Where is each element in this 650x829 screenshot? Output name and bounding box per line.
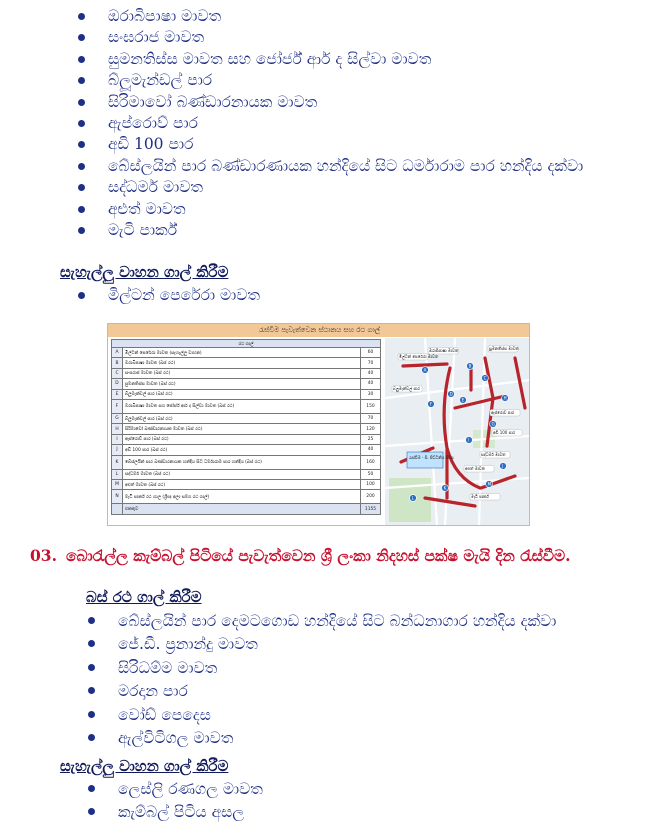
bullet-icon <box>88 687 95 694</box>
list-item <box>118 778 263 801</box>
list-item-text: අඩි 100 පාර <box>108 135 194 154</box>
table-header: රථ ගාල් <box>112 340 381 348</box>
table-cell-name: බේස්ලයින් පාර බණ්ඩාරනායක හන්දිය සිට ධර්මාරාම පාර හන්දිය (බස් රථ) <box>123 455 361 469</box>
list-item-text: ඔරාබිපාෂා මාවත <box>108 7 222 25</box>
bullet-icon <box>78 227 85 234</box>
table-cell-idx: B <box>112 358 123 368</box>
list-item <box>108 113 583 134</box>
section-heading <box>30 546 571 566</box>
table-cell-idx: F <box>112 399 123 413</box>
table-cell-idx: M <box>112 479 123 489</box>
table-cell-name: අඩි 100 පාර (බස් රථ) <box>123 445 361 455</box>
map-marker-letter: H <box>503 395 507 401</box>
bullet-icon <box>88 808 95 815</box>
list-item-text: කැම්බල් පිටිය අසල <box>118 803 245 822</box>
list-item <box>108 285 260 306</box>
table-row <box>112 434 381 444</box>
table-total-value: 1155 <box>361 504 381 515</box>
map-marker-letter: M <box>487 481 492 487</box>
table-total-row <box>112 504 381 515</box>
list-item-text: ලෙස්ලි රණගල මාවත <box>118 780 263 798</box>
parking-map-figure <box>107 323 530 526</box>
list-item <box>118 727 556 750</box>
bullet-icon <box>78 141 85 148</box>
light-vehicle-list-2 <box>118 778 263 825</box>
list-item <box>118 680 556 703</box>
list-item <box>108 199 583 220</box>
bullet-icon <box>88 640 95 647</box>
table-cell-name: අළුත් මාවත (බස් රථ) <box>123 479 361 489</box>
table-cell-name: මැටි පාර්ක් රථ ගාල (ශ්‍රීඥ අලා සමග රථ ගාල්) <box>123 490 361 504</box>
list-item <box>108 49 583 70</box>
list-item <box>118 801 263 824</box>
bus-parking-list-1 <box>108 6 583 241</box>
bullet-icon <box>88 617 95 624</box>
bullet-icon <box>88 785 95 792</box>
map-marker-letter: K <box>443 485 447 491</box>
list-item-text: සද්ධර්ම මාවත <box>108 178 203 197</box>
list-item <box>118 704 556 727</box>
table-cell-len: 25 <box>361 434 381 444</box>
table-row <box>112 455 381 469</box>
list-item-text: මිල්ටන් පෙරේරා මාවත <box>108 286 260 304</box>
light-vehicle-parking-heading-1: සැහැල්ලු වාහන ගාල් කිරීම <box>60 263 229 281</box>
map-label: අඩි 100 පාර <box>493 430 516 435</box>
table-row <box>112 413 381 423</box>
table-cell-name: බ්ලූමැන්ඩල් පාර (බස් රථ) <box>123 413 361 423</box>
map-label: බ්ලූමැන්ඩල් පාර <box>393 386 420 391</box>
table-cell-len: 40 <box>361 379 381 389</box>
map-marker-letter: I <box>467 437 469 443</box>
list-item-text: බ්ලූමැන්ඩල් පාර <box>108 71 213 90</box>
light-vehicle-list-1 <box>108 285 260 306</box>
map-marker-letter: F <box>429 401 432 407</box>
table-cell-idx: I <box>112 434 123 444</box>
bullet-icon <box>88 734 95 741</box>
table-cell-name: මිල්ටන් පෙරේරා මාවත (සැහැල්ලු වාහන) <box>123 348 361 358</box>
bus-parking-list-2 <box>118 610 556 750</box>
list-item <box>118 633 556 656</box>
table-cell-name: සද්ධර්ම මාවත (බස් රථ) <box>123 469 361 479</box>
table-cell-name: සංඝරාජ මාවත (බස් රථ) <box>123 368 361 378</box>
table-cell-name: ඔරාබිපාෂා මාවත (බස් රථ) <box>123 358 361 368</box>
table-cell-len: 70 <box>361 413 381 423</box>
map-marker-letter: L <box>411 495 414 501</box>
bullet-icon <box>78 292 85 299</box>
list-item-text: සිරිධම්ම මාවත <box>118 658 218 677</box>
map-label: ඇප්රොව් පාර <box>491 410 515 415</box>
table-row <box>112 358 381 368</box>
list-item <box>108 92 583 113</box>
table-cell-idx: C <box>112 368 123 378</box>
list-item-text: සිරිමාවෝ බණ්ඩාරනායක මාවත <box>108 92 318 111</box>
list-item <box>108 220 583 241</box>
bullet-icon <box>78 206 85 213</box>
bullet-icon <box>78 34 85 41</box>
table-total-label: එකතුව <box>123 504 361 515</box>
table-cell-len: 120 <box>361 424 381 434</box>
list-item-text: සුමනතිස්ස මාවත සහ ජෝර්ජ් ආර් ද සිල්වා මාවත <box>108 49 432 68</box>
bullet-icon <box>88 664 95 671</box>
table-cell-len: 70 <box>361 358 381 368</box>
table-row <box>112 424 381 434</box>
parking-map <box>385 338 530 526</box>
table-cell-idx: L <box>112 469 123 479</box>
bullet-icon <box>78 56 85 63</box>
bullet-icon <box>78 163 85 170</box>
section-number: 03. <box>30 546 57 565</box>
map-label: අළුත් මාවත <box>465 466 486 471</box>
list-item <box>118 657 556 680</box>
table-cell-idx: K <box>112 455 123 469</box>
table-row <box>112 399 381 413</box>
table-cell-len: 100 <box>361 479 381 489</box>
bullet-icon <box>78 184 85 191</box>
table-row <box>112 490 381 504</box>
table-cell-name: බ්ලූමැන්ඩල් පාර (බස් රථ) <box>123 389 361 399</box>
table-cell-len: 50 <box>361 469 381 479</box>
table-cell-blank <box>112 504 123 515</box>
map-label: සද්ධර්ම මාවත <box>481 452 506 457</box>
map-label: ඔරාබිපාෂා මාවත <box>429 348 459 353</box>
list-item <box>118 610 556 633</box>
map-marker-letter: E <box>461 397 465 403</box>
map-marker-letter: J <box>501 463 503 469</box>
list-item <box>108 6 583 27</box>
bullet-icon <box>78 77 85 84</box>
table-row <box>112 379 381 389</box>
list-item <box>108 156 583 177</box>
list-item-text: බේස්ලයින් පාර දෙමටගොඩ හන්දියේ සිට බන්ධනාගාර හන්දිය දක්වා <box>118 612 557 630</box>
table-row <box>112 479 381 489</box>
bullet-icon <box>78 120 85 127</box>
map-label: සුමනතිස්ස මාවත <box>489 346 519 351</box>
list-item-text: බේස්ලයින් පාර බණ්ඩාරණායක හන්දියේ සිට ධර්මාරාම පාර හන්දිය දක්වා <box>108 156 584 175</box>
map-marker-letter: B <box>468 363 472 369</box>
table-cell-name: සිරිමාවෝ බණ්ඩාරනායක මාවත (බස් රථ) <box>123 424 361 434</box>
list-item <box>108 27 583 48</box>
list-item-text: මැටි පාර්ක් <box>108 221 178 240</box>
table-cell-idx: J <box>112 445 123 455</box>
list-item <box>108 70 583 91</box>
list-item-text: අළුත් මාවත <box>108 199 186 218</box>
table-cell-idx: N <box>112 490 123 504</box>
table-row <box>112 469 381 479</box>
bus-parking-heading: බස් රථ ගාල් කිරීම <box>86 588 202 606</box>
table-row <box>112 368 381 378</box>
table-row <box>112 348 381 358</box>
table-cell-name: සුමනතිස්ස මාවත (බස් රථ) <box>123 379 361 389</box>
table-cell-len: 60 <box>361 348 381 358</box>
list-item-text: වෝඩ් පෙදෙස <box>118 705 211 724</box>
list-item-text: ජේ.ඩී. ප්‍රනාන්දු මාවත <box>118 635 258 654</box>
table-cell-len: 150 <box>361 399 381 413</box>
map-marker-letter: A <box>423 367 427 373</box>
list-item-text: ඇල්විටිගල මාවත <box>118 729 234 748</box>
map-label: මිල්ටන් පෙරේරා මාවත <box>399 354 439 359</box>
map-venue-label: රැස්වීම - බී. පිට්ටනිය 60ය <box>409 455 454 460</box>
table-cell-name: ඇප්රොව් පාර (බස් රථ) <box>123 434 361 444</box>
table-cell-len: 40 <box>361 368 381 378</box>
table-cell-len: 40 <box>361 445 381 455</box>
bullet-icon <box>88 711 95 718</box>
map-marker-letter: C <box>483 375 487 381</box>
table-cell-name: ඔරාබිපාෂා මාවත සහ ජෝර්ජ් ආර් ද සිල්වා මාවත (බස් රථ) <box>123 399 361 413</box>
map-marker-letter: G <box>491 421 495 427</box>
table-cell-idx: D <box>112 379 123 389</box>
list-item-text: මරදාන පාර <box>118 682 188 701</box>
table-cell-len: 160 <box>361 455 381 469</box>
table-cell-len: 30 <box>361 389 381 399</box>
table-row <box>112 389 381 399</box>
table-cell-idx: G <box>112 413 123 423</box>
table-cell-len: 200 <box>361 490 381 504</box>
map-label: මැටි පාර්ක් <box>471 494 489 499</box>
section-title-text: බොරැල්ල කැම්බල් පිටියේ පැවැත්වෙන ශ්‍රී ලංකා නිදහස් පක්ෂ මැයි දින රැස්වීම. <box>66 546 571 565</box>
light-vehicle-parking-heading-2: සැහැල්ලු වාහන ගාල් කිරීම <box>60 757 229 775</box>
table-cell-idx: E <box>112 389 123 399</box>
table-cell-idx: A <box>112 348 123 358</box>
list-item-text: සංඝරාජ මාවත <box>108 28 205 47</box>
bullet-icon <box>78 13 85 20</box>
parking-table <box>111 339 381 515</box>
table-row <box>112 445 381 455</box>
figure-header: රැස්වීම පැවැත්වෙන ස්ථානය සහ රථ ගාල් <box>108 324 530 337</box>
list-item <box>108 177 583 198</box>
table-cell-idx: H <box>112 424 123 434</box>
map-marker-letter: D <box>449 391 453 397</box>
list-item-text: ඇප්රොව් පාර <box>108 114 198 133</box>
list-item <box>108 134 583 155</box>
bullet-icon <box>78 99 85 106</box>
